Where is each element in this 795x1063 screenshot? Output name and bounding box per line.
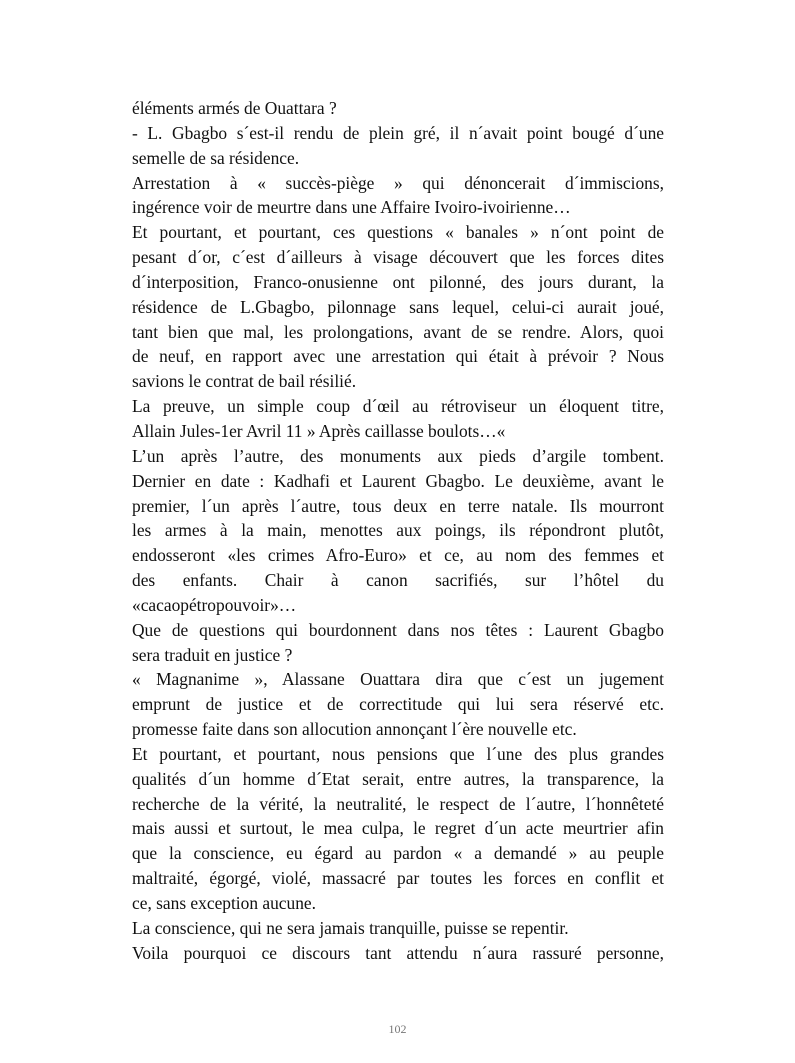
text-line: mais aussi et surtout, le mea culpa, le regret d´un acte meurtrier afin	[132, 818, 664, 839]
text-line: La preuve, un simple coup d´œil au rétroviseur un éloquent titre,	[132, 396, 664, 417]
text-line: ingérence voir de meurtre dans une Affaire Ivoiro-ivoirienne…	[132, 197, 571, 218]
text-line: résidence de L.Gbagbo, pilonnage sans lequel, celui-ci aurait joué,	[132, 296, 664, 317]
text-line: savions le contrat de bail résilié.	[132, 371, 357, 392]
text-line: La conscience, qui ne sera jamais tranquille, puisse se repentir.	[132, 917, 569, 938]
text-line: éléments armés de Ouattara ?	[132, 98, 337, 118]
text-line: sera traduit en justice ?	[132, 644, 293, 665]
page-body	[132, 96, 664, 966]
text-line: Voila pourquoi ce discours tant attendu n´aura rassuré personne,	[132, 942, 664, 963]
text-line: Dernier en date : Kadhafi et Laurent Gbagbo. Le deuxième, avant le	[132, 470, 664, 491]
text-line: Arrestation à « succès-piège » qui dénoncerait d´immiscions,	[132, 172, 664, 193]
text-line: L’un après l’autre, des monuments aux pieds d’argile tombent.	[132, 445, 664, 466]
text-line: promesse faite dans son allocution annonçant l´ère nouvelle etc.	[132, 719, 577, 740]
text-line: les armes à la main, menottes aux poings, ils répondront plutôt,	[132, 520, 664, 541]
text-line: tant bien que mal, les prolongations, avant de se rendre. Alors, quoi	[132, 321, 664, 342]
text-line: recherche de la vérité, la neutralité, le respect de l´autre, l´honnêteté	[132, 793, 664, 814]
text-line: emprunt de justice et de correctitude qui lui sera réservé etc.	[132, 694, 664, 715]
text-line: ce, sans exception aucune.	[132, 893, 316, 913]
text-line: que la conscience, eu égard au pardon « a demandé » au peuple	[132, 843, 664, 864]
text-line: semelle de sa résidence.	[132, 147, 300, 168]
text-line: qualités d´un homme d´Etat serait, entre autres, la transparence, la	[132, 768, 664, 789]
text-line: «cacaopétropouvoir»…	[132, 594, 297, 615]
text-line: pesant d´or, c´est d´ailleurs à visage découvert que les forces dites	[132, 247, 664, 268]
text-line: Et pourtant, et pourtant, ces questions « banales » n´ont point de	[132, 222, 664, 243]
text-line: de neuf, en rapport avec une arrestation qui était à prévoir ? Nous	[132, 346, 664, 367]
text-line: maltraité, égorgé, violé, massacré par toutes les forces en conflit et	[132, 868, 664, 889]
text-line: - L. Gbagbo s´est-il rendu de plein gré, il n´avait point bougé d´une	[132, 122, 664, 143]
text-line: des enfants. Chair à canon sacrifiés, sur l’hôtel du	[132, 570, 664, 591]
text-line: Allain Jules-1er Avril 11 » Après caillasse boulots…«	[132, 420, 506, 441]
page-number: 102	[388, 1022, 407, 1036]
text-line: d´interposition, Franco-onusienne ont pilonné, des jours durant, la	[132, 271, 664, 292]
text-line: Et pourtant, et pourtant, nous pensions que l´une des plus grandes	[132, 743, 664, 764]
text-line: « Magnanime », Alassane Ouattara dira que c´est un jugement	[132, 669, 664, 690]
text-line: Que de questions qui bourdonnent dans nos têtes : Laurent Gbagbo	[132, 619, 664, 640]
text-line: premier, l´un après l´autre, tous deux en terre natale. Ils mourront	[132, 495, 664, 516]
text-line: endosseront «les crimes Afro-Euro» et ce, au nom des femmes et	[132, 545, 664, 566]
